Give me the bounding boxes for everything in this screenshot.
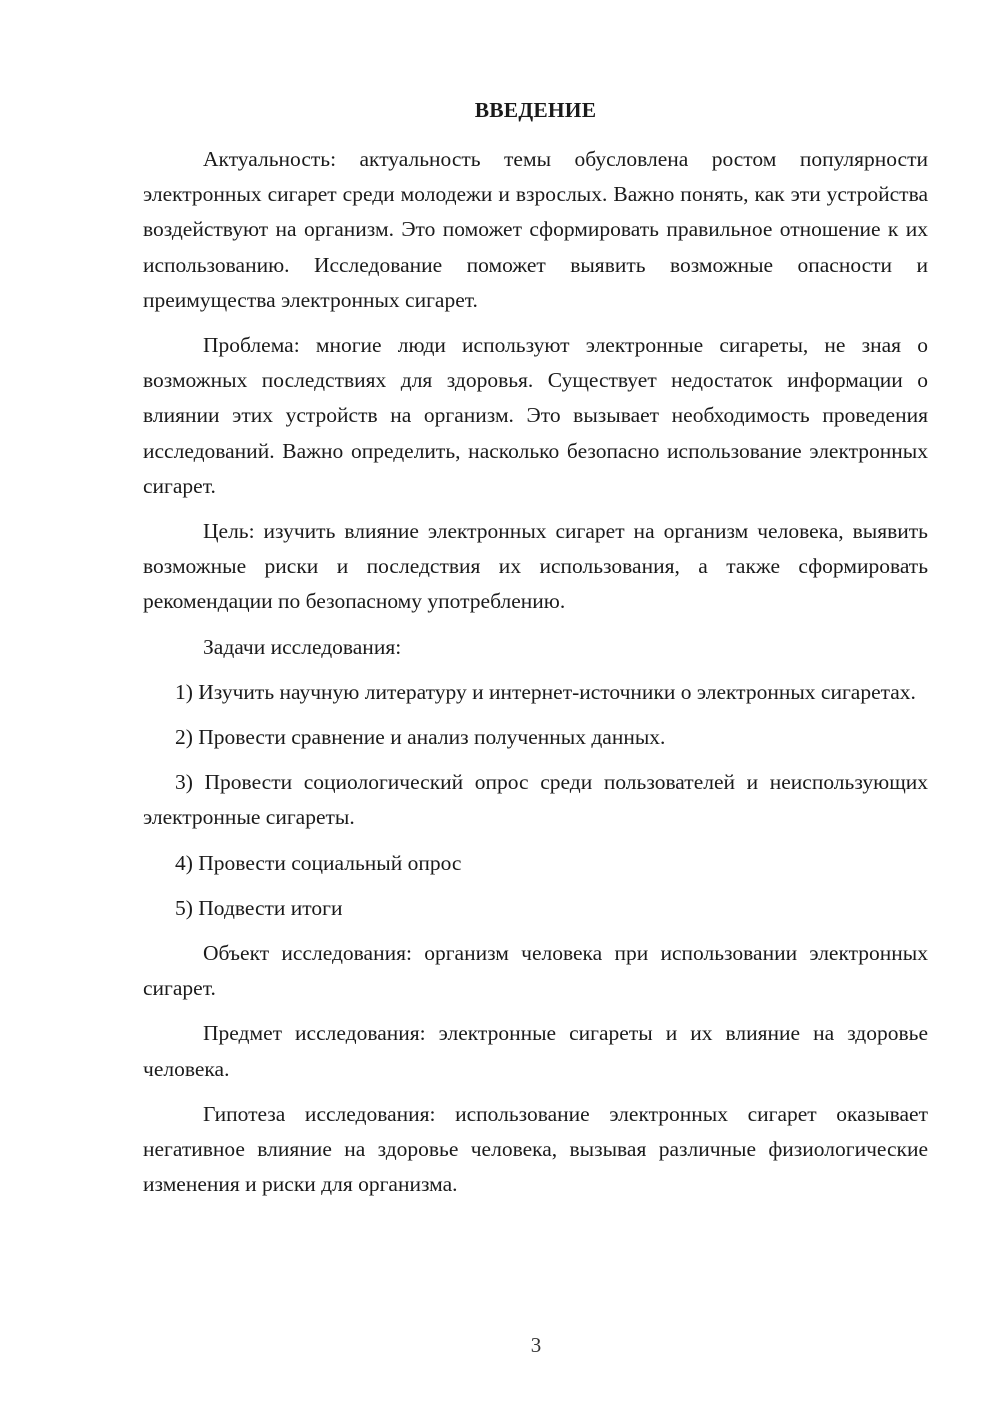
paragraph-goal: Цель: изучить влияние электронных сигарет на организм человека, выявить возможные риски и последствия их использования, а также сформировать рекомендации по безопасному употреблению. bbox=[143, 519, 928, 614]
task-item-4: 4) Провести социальный опрос bbox=[175, 850, 462, 875]
task-item-5: 5) Подвести итоги bbox=[175, 895, 343, 920]
page-heading: ВВЕДЕНИЕ bbox=[474, 98, 597, 122]
task-item-3: 3) Провести социологический опрос среди пользователей и неиспользующих электронные сигареты. bbox=[143, 770, 928, 830]
paragraph-subject: Предмет исследования: электронные сигареты и их влияние на здоровье человека. bbox=[143, 1021, 928, 1081]
task-item-2: 2) Провести сравнение и анализ полученных данных. bbox=[175, 725, 666, 750]
paragraph-problem: Проблема: многие люди используют электронные сигареты, не зная о возможных последствиях для здоровья. Существует недостаток информации о влиянии этих устройств на организм. Это вызывает необходимость проведения исследований. Важно определить, насколько безопасно использование электронных сигарет. bbox=[143, 333, 928, 498]
task-item-1: 1) Изучить научную литературу и интернет-источники о электронных сигаретах. bbox=[175, 679, 916, 704]
page-content bbox=[143, 93, 928, 1212]
paragraph-relevance: Актуальность: актуальность темы обусловлена ростом популярности электронных сигарет среди молодежи и взрослых. Важно понять, как эти устройства воздействуют на организм. Это поможет сформировать правильное отношение к их использованию. Исследование поможет выявить возможные опасности и преимущества электронных сигарет. bbox=[143, 147, 928, 312]
paragraph-object: Объект исследования: организм человека при использовании электронных сигарет. bbox=[143, 941, 928, 1001]
paragraph-tasks-intro: Задачи исследования: bbox=[203, 634, 402, 659]
page-number: 3 bbox=[530, 1333, 542, 1357]
paragraph-hypothesis: Гипотеза исследования: использование электронных сигарет оказывает негативное влияние на здоровье человека, вызывая различные физиологические изменения и риски для организма. bbox=[143, 1101, 928, 1197]
